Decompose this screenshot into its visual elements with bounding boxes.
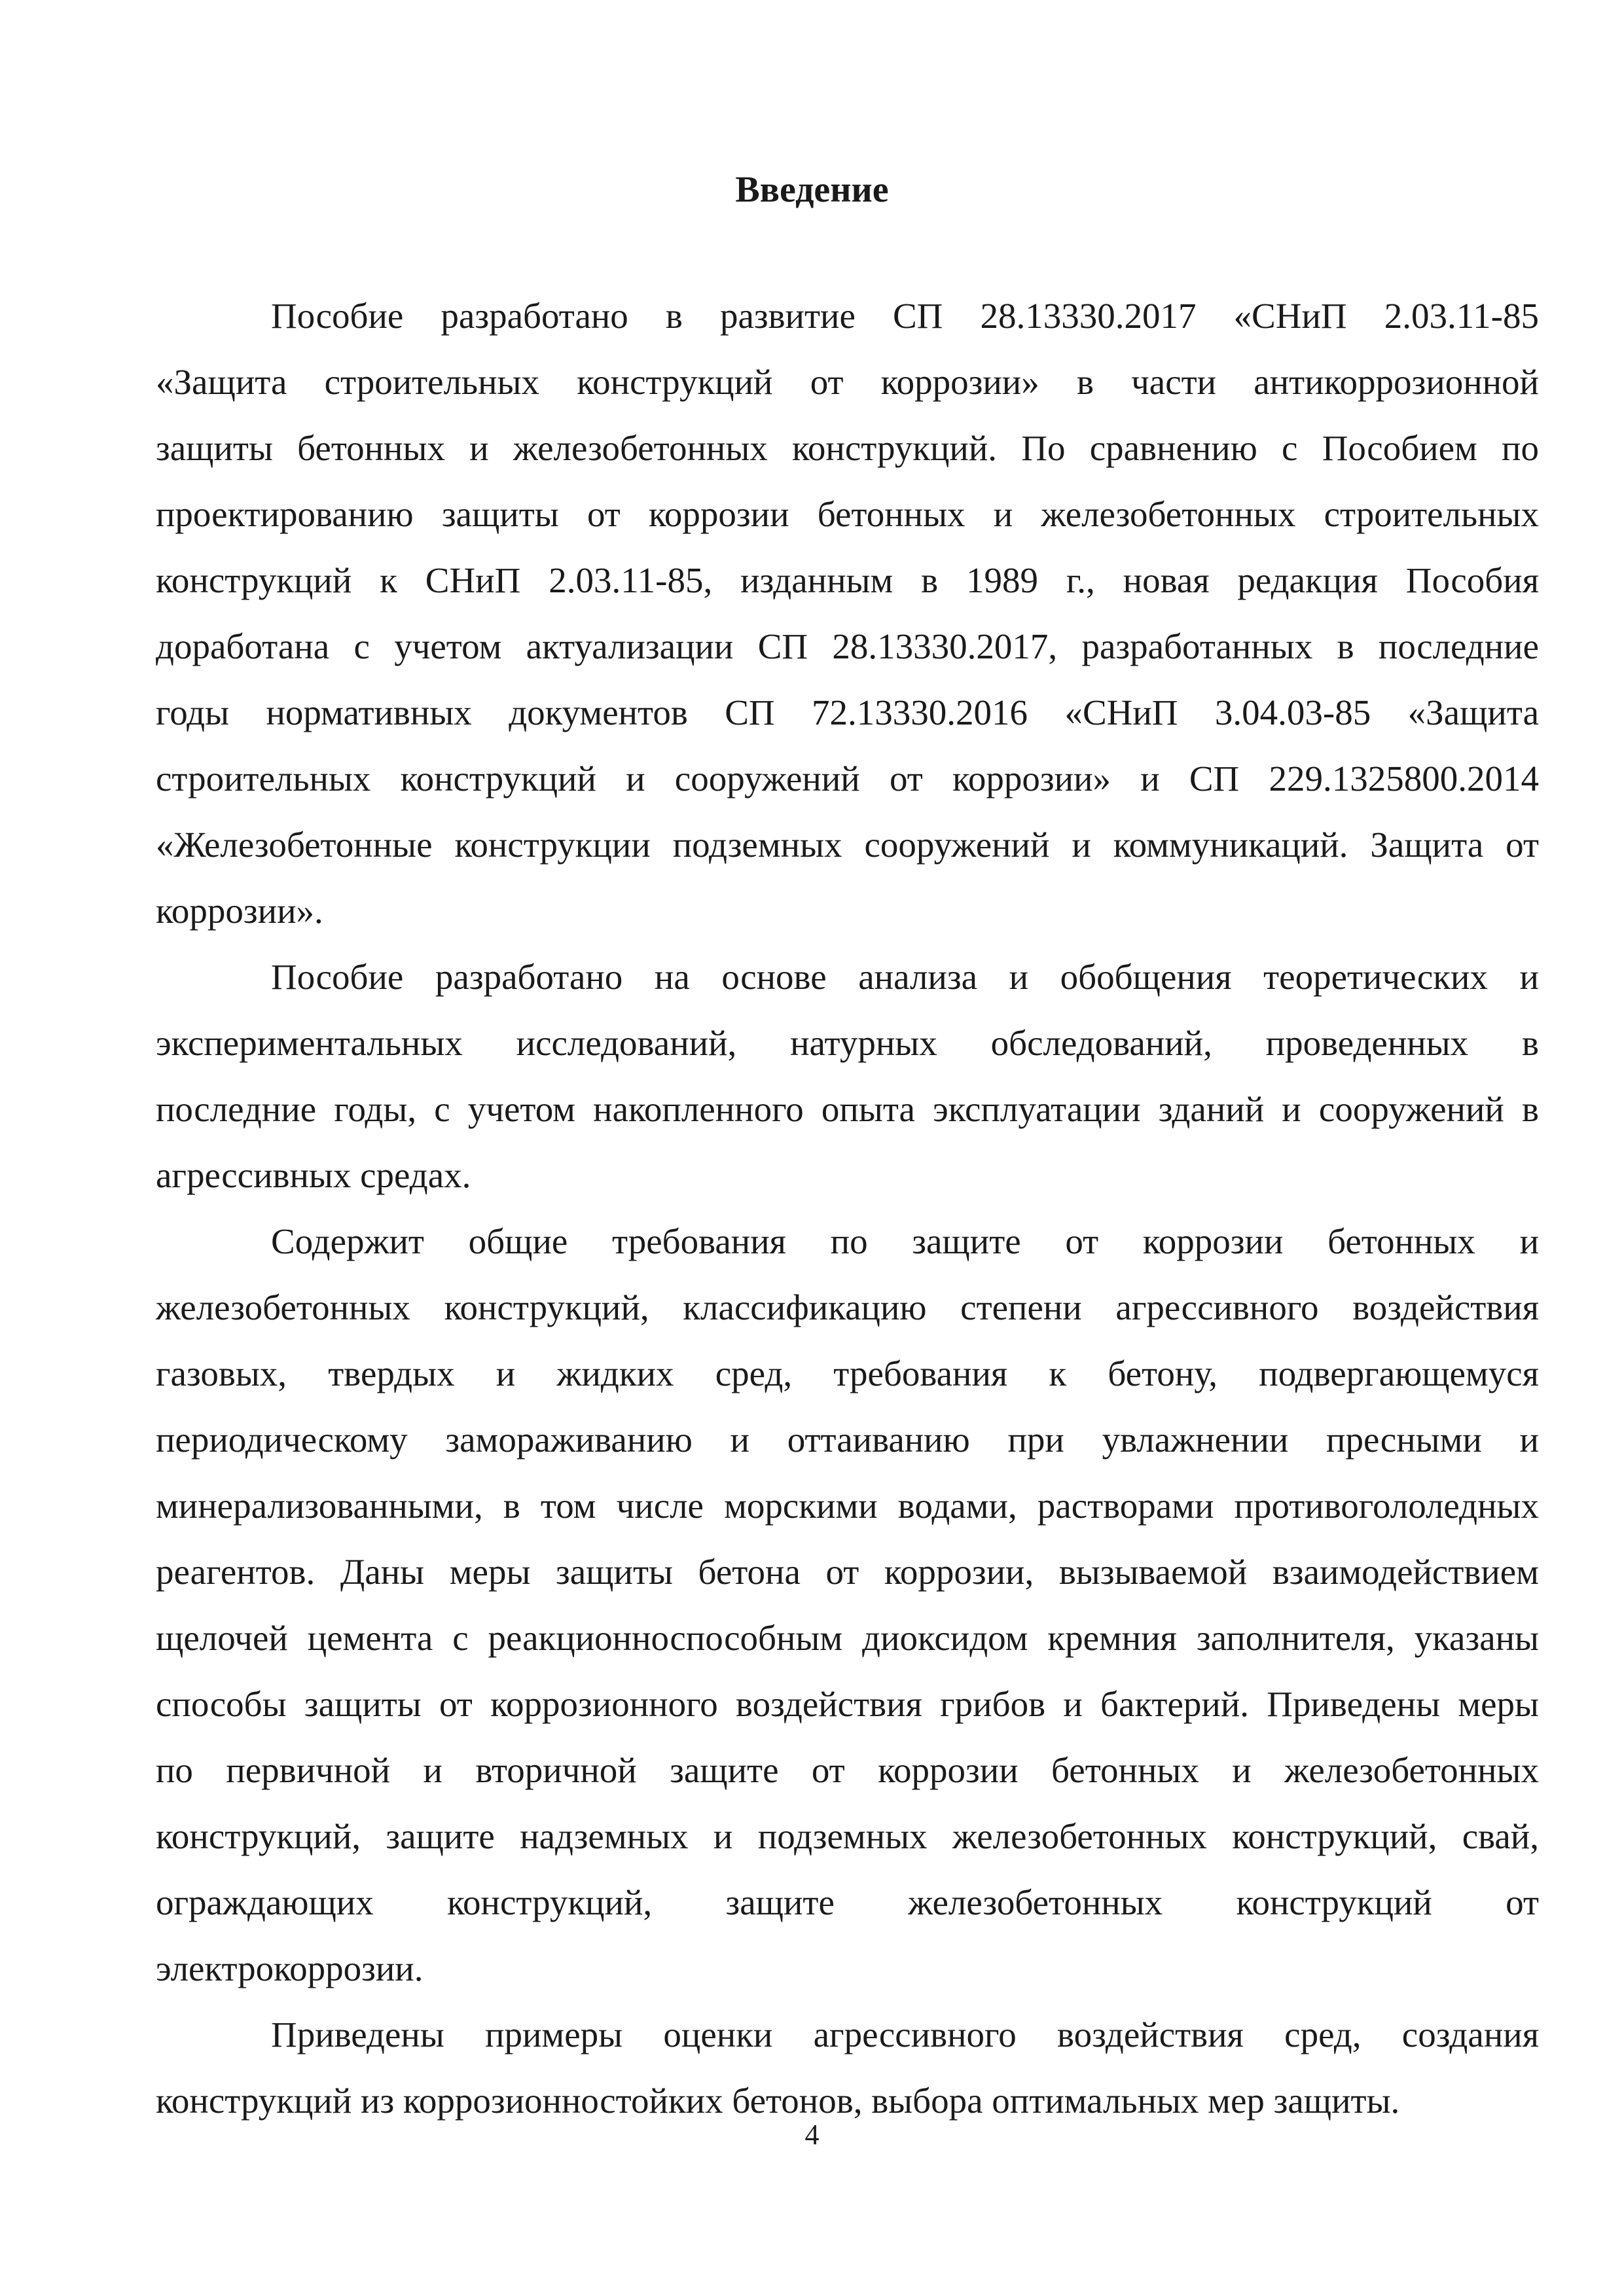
text-line: газовых, твердых и жидких сред, требования к бетону, подвергающемуся	[156, 1354, 1539, 1393]
text-line: конструкций, защите надземных и подземных железобетонных конструкций, свай,	[156, 1816, 1539, 1856]
text-line: конструкций к СНиП 2.03.11-85, изданным в 1989 г., новая редакция Пособия	[156, 560, 1539, 600]
text-line: строительных конструкций и сооружений от коррозии» и СП 229.1325800.2014	[156, 759, 1539, 798]
text-line: Содержит общие требования по защите от коррозии бетонных и	[271, 1221, 1539, 1261]
paragraph-4	[156, 2001, 1539, 2134]
text-line: железобетонных конструкций, классификацию степени агрессивного воздействия	[156, 1287, 1539, 1327]
text-line: конструкций из коррозионностойких бетонов, выбора оптимальных мер защиты.	[156, 2081, 1400, 2121]
text-line: коррозии».	[156, 891, 323, 931]
text-line: экспериментальных исследований, натурных обследований, проведенных в	[156, 1023, 1539, 1063]
text-line: Пособие разработано на основе анализа и обобщения теоретических и	[271, 957, 1539, 997]
text-line: по первичной и вторичной защите от коррозии бетонных и железобетонных	[156, 1750, 1539, 1790]
text-line: доработана с учетом актуализации СП 28.13330.2017, разработанных в последние	[156, 626, 1539, 666]
paragraph-1	[156, 283, 1539, 944]
text-line: последние годы, с учетом накопленного опыта эксплуатации зданий и сооружений в	[156, 1089, 1539, 1129]
text-line: минерализованными, в том числе морскими водами, растворами противогололедных	[156, 1486, 1539, 1526]
text-line: защиты бетонных и железобетонных конструкций. По сравнению с Пособием по	[156, 428, 1539, 468]
text-line: реагентов. Даны меры защиты бетона от коррозии, вызываемой взаимодействием	[156, 1552, 1539, 1592]
text-line: проектированию защиты от коррозии бетонных и железобетонных строительных	[156, 494, 1539, 534]
text-line: ограждающих конструкций, защите железобетонных конструкций от	[156, 1882, 1539, 1922]
text-line: способы защиты от коррозионного воздействия грибов и бактерий. Приведены меры	[156, 1684, 1539, 1724]
paragraph-3	[156, 1208, 1539, 2001]
text-line: годы нормативных документов СП 72.13330.2016 «СНиП 3.04.03-85 «Защита	[156, 692, 1539, 732]
text-line: щелочей цемента с реакционноспособным диоксидом кремния заполнителя, указаны	[156, 1618, 1539, 1658]
paragraph-2	[156, 944, 1539, 1208]
text-line: электрокоррозии.	[156, 1948, 424, 1988]
text-line: периодическому замораживанию и оттаиванию при увлажнении пресными и	[156, 1420, 1539, 1460]
page-number: 4	[804, 2119, 820, 2151]
text-line: агрессивных средах.	[156, 1155, 471, 1195]
text-line: «Железобетонные конструкции подземных сооружений и коммуникаций. Защита от	[156, 825, 1539, 865]
text-line: «Защита строительных конструкций от коррозии» в части антикоррозионной	[156, 362, 1539, 402]
text-line: Приведены примеры оценки агрессивного воздействия сред, создания	[271, 2015, 1539, 2054]
page-title: Введение	[735, 170, 889, 210]
text-line: Пособие разработано в развитие СП 28.13330.2017 «СНиП 2.03.11-85	[271, 296, 1539, 336]
document-body	[156, 283, 1539, 2134]
